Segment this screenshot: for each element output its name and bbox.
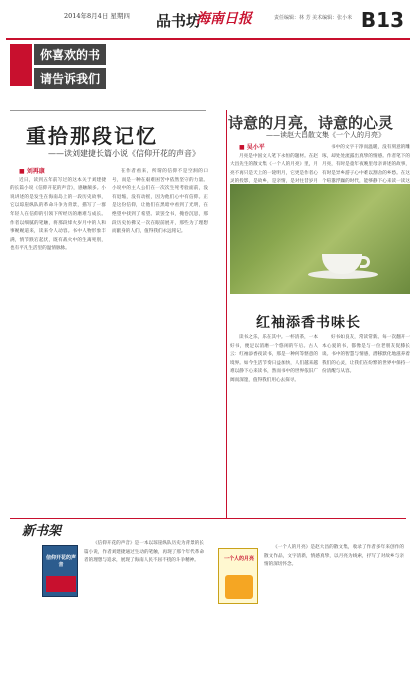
left-article-author: ■ 刘再康 xyxy=(19,168,45,175)
section-corner-label xyxy=(10,44,108,90)
right-article-title: 诗意的月亮，诗意的心灵 xyxy=(228,114,394,132)
left-article-col2 xyxy=(112,168,208,513)
book2-cover-title: 一个人的月亮 xyxy=(223,556,254,562)
tea-cup-photo xyxy=(230,184,410,294)
right-article-text2: 书中的文字干净而温暖，没有刻意的雕琢，却处处流露出真挚的情感。作者笔下的月亮，有时是童年夜晚里母亲讲述的故事，有时是异乡游子心中难以割舍的乡愁。在这个喧嚣浮躁的时代，能够静下心来读一读这 xyxy=(322,145,410,185)
left-divider xyxy=(10,110,206,111)
mid-article-col2 xyxy=(322,334,410,539)
right-article-author: ■ 吴小平 xyxy=(239,144,265,151)
right-article-subtitle: ——读赵大昌散文集《一个人的月亮》 xyxy=(266,131,385,139)
mid-article-text1: 读书之乐，乐在其中。一杯清茶，一本好书，便足以消磨一个悠闲的午后。古人云：红袖添香夜读书，那是一种何等惬意的境界。如今生活节奏日益加快，人们越来越难以静下心来读书，然而书中的世界依旧广阔而深邃，值得我们用心去探寻。 xyxy=(230,335,318,383)
column-divider xyxy=(226,110,227,518)
bottom-divider xyxy=(10,518,406,519)
left-article-title: 重拾那段记忆 xyxy=(26,124,158,148)
editor-meta: 责任编辑：林 芳 美术编辑：张小米 xyxy=(274,15,353,21)
right-article-col1 xyxy=(230,144,318,184)
book1-cover-title: 信仰开花的声音 xyxy=(46,555,77,568)
column-name: 品书坊 xyxy=(156,12,202,30)
page-number: B13 xyxy=(360,8,404,32)
right-article-col2 xyxy=(322,144,410,184)
newspaper-brand: 海南日报 xyxy=(196,11,252,27)
page-header xyxy=(6,4,410,40)
new-books-title: 新书架 xyxy=(22,524,62,539)
book1-intro-text: 《信仰开花的声音》是一本以琼崖纵队历史为背景的长篇小说，作者刘建捷通过生动的笔触，再现了那个年代革命者的理想与追求，展现了海南人民不屈不挠的斗争精神。 xyxy=(84,541,204,564)
right-article-text1: 月亮是中国文人笔下永恒的题材。在赵大昌先生的散文集《一个人的月亮》里，月亮不再只是天上的一轮明月，它更是作者心灵的投影，是故乡，是亲情，是对往昔岁月 xyxy=(230,153,318,185)
ribbon-icon xyxy=(10,44,32,86)
book2-cover-art xyxy=(225,575,253,599)
cup-handle-shape xyxy=(360,256,370,268)
left-article-col1 xyxy=(10,168,106,513)
book1-cover xyxy=(42,545,78,597)
left-article-text2: 在作者看来，所谓的信仰不是空洞的口号，而是一种在艰难困苦中依然坚守的力量。小说中的主人公们在一次次生死考验面前，没有退缩，没有动摇，因为他们心中有信仰。正是这份信仰，让他们在黑暗中看到了光明，在绝望中找到了希望。读罢全书，掩卷沉思，那段历史仿佛又一次在眼前展开，那些为了理想而献身的人们，值得我们永远铭记。 xyxy=(112,169,208,235)
book2-intro-text: 《一个人的月亮》是赵大昌的散文集，收录了作者多年来创作的散文作品，文字清新，情感真挚，以月亮为线索，抒写了对故乡与亲情的深切怀念。 xyxy=(264,545,404,568)
corner-line2: 请告诉我们 xyxy=(34,68,106,89)
left-article-subtitle: ——读刘建捷长篇小说《信仰开花的声音》 xyxy=(48,149,200,158)
book2-cover xyxy=(218,548,258,604)
book1-cover-stripe xyxy=(46,576,76,592)
book2-intro xyxy=(264,544,404,634)
mid-article-title: 红袖添香书味长 xyxy=(256,315,361,331)
book1-intro xyxy=(84,540,204,630)
corner-line1: 你喜欢的书 xyxy=(34,44,106,65)
mid-article-col1 xyxy=(230,334,318,539)
mid-article-text2: 好书如良友，常读常新。每一次翻开一本心爱的书，都像是与一位老朋友促膝长谈。书中的智慧与情感，潜移默化地滋养着我们的心灵，让我们在纷繁的世界中保持一份清醒与从容。 xyxy=(322,335,410,375)
left-article-text1: 近日，读到五年前写过的这本关于刘建捷的长篇小说《信仰开花的声音》，感触颇多。小说讲述的是发生在海南岛上的一段历史故事，它以琼崖纵队的革命斗争为背景，描写了一群年轻人在信仰的引领下所经历的磨难与成长。作者以细腻的笔触，将那段烽火岁月中的人和事娓娓道来，读来令人动容。书中人物形象丰满，情节跌宕起伏，既有战火中的生离死别，也有平凡生活里的温情脉脉。 xyxy=(10,177,106,252)
issue-date: 2014年8月4日 星期四 xyxy=(64,12,130,20)
